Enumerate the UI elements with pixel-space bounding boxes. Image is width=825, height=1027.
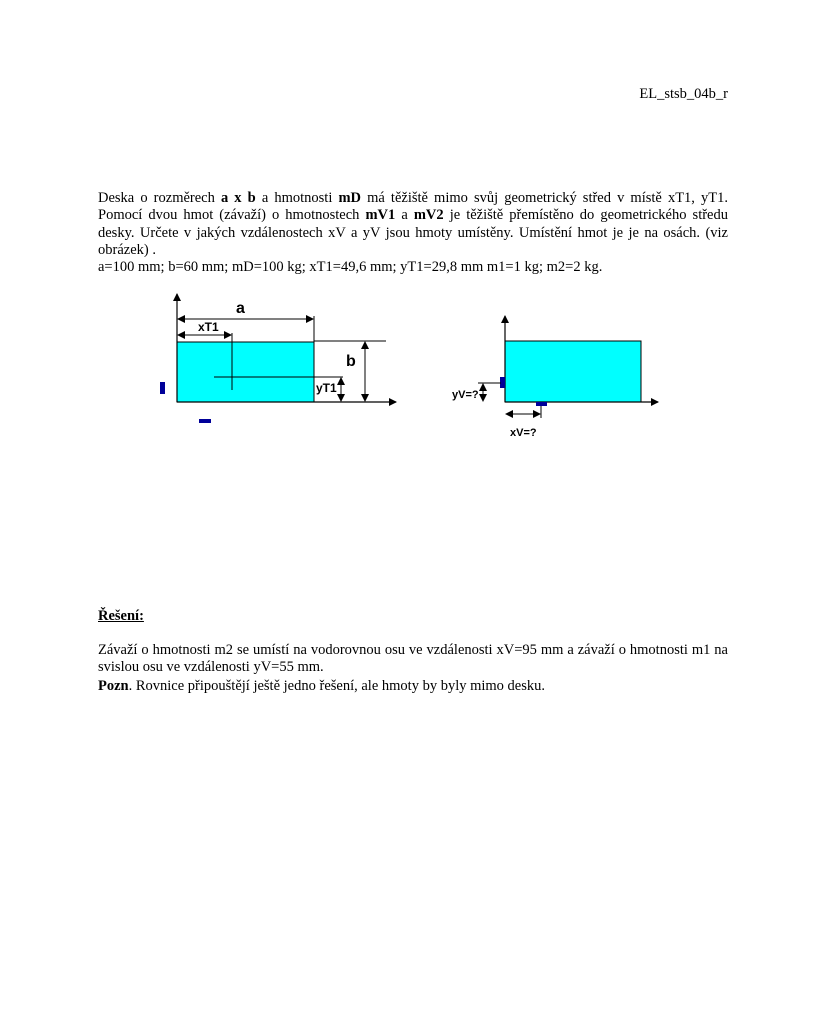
dimension-ab: a x b — [220, 190, 256, 206]
label-xT1: xT1 — [198, 320, 219, 334]
problem-text-4: a — [395, 207, 414, 224]
problem-text-1: Deska o rozměrech — [98, 190, 221, 206]
solution-heading: Řešení: — [98, 608, 144, 624]
label-yT1: yT1 — [316, 381, 337, 395]
mass-mV1: mV1 — [365, 207, 396, 224]
problem-text-5: je těžiště přemístěno do geometrického středu desky. Určete v jakých vzdálenostech xV a yV jsou hmoty umístěny. Umístění hmot je je na osách. (viz obrázek) . — [98, 207, 728, 258]
mass-mD: mD — [338, 190, 362, 206]
plate-right — [505, 341, 641, 402]
solution-answer: Závaží o hmotnosti m2 se umístí na vodorovnou osu ve vzdálenosti xV=95 mm a závaží o hmotnosti m1 na svislou osu ve vzdálenosti yV=55 mm. — [98, 642, 728, 676]
problem-text-3: má těžiště mimo svůj geometrický střed v místě xT1, yT1. Pomocí dvou hmot (závaží) o hmotnostech — [98, 190, 728, 224]
plate-left — [177, 342, 314, 402]
given-values: a=100 mm; b=60 mm; mD=100 kg; xT1=49,6 mm; yT1=29,8 mm m1=1 kg; m2=2 kg. — [98, 259, 603, 276]
mass-horizontal-left — [199, 419, 211, 423]
mass-on-x-axis — [536, 402, 547, 406]
solution-note — [98, 678, 728, 695]
label-b: b — [346, 353, 356, 370]
mass-mV2: mV2 — [413, 207, 444, 224]
problem-text-2: a hmotnosti — [255, 190, 339, 206]
note-text: . Rovnice připouštějí ještě jedno řešení, ale hmoty by byly mimo desku. — [128, 678, 546, 694]
label-yV: yV=? — [452, 389, 479, 401]
document-id: EL_stsb_04b_r — [639, 86, 728, 102]
label-xV: xV=? — [510, 427, 537, 439]
figure-left — [160, 294, 396, 423]
note-label: Pozn — [98, 678, 129, 694]
figure-right — [452, 316, 658, 439]
label-a: a — [236, 300, 245, 317]
mass-vertical-left — [160, 382, 165, 394]
